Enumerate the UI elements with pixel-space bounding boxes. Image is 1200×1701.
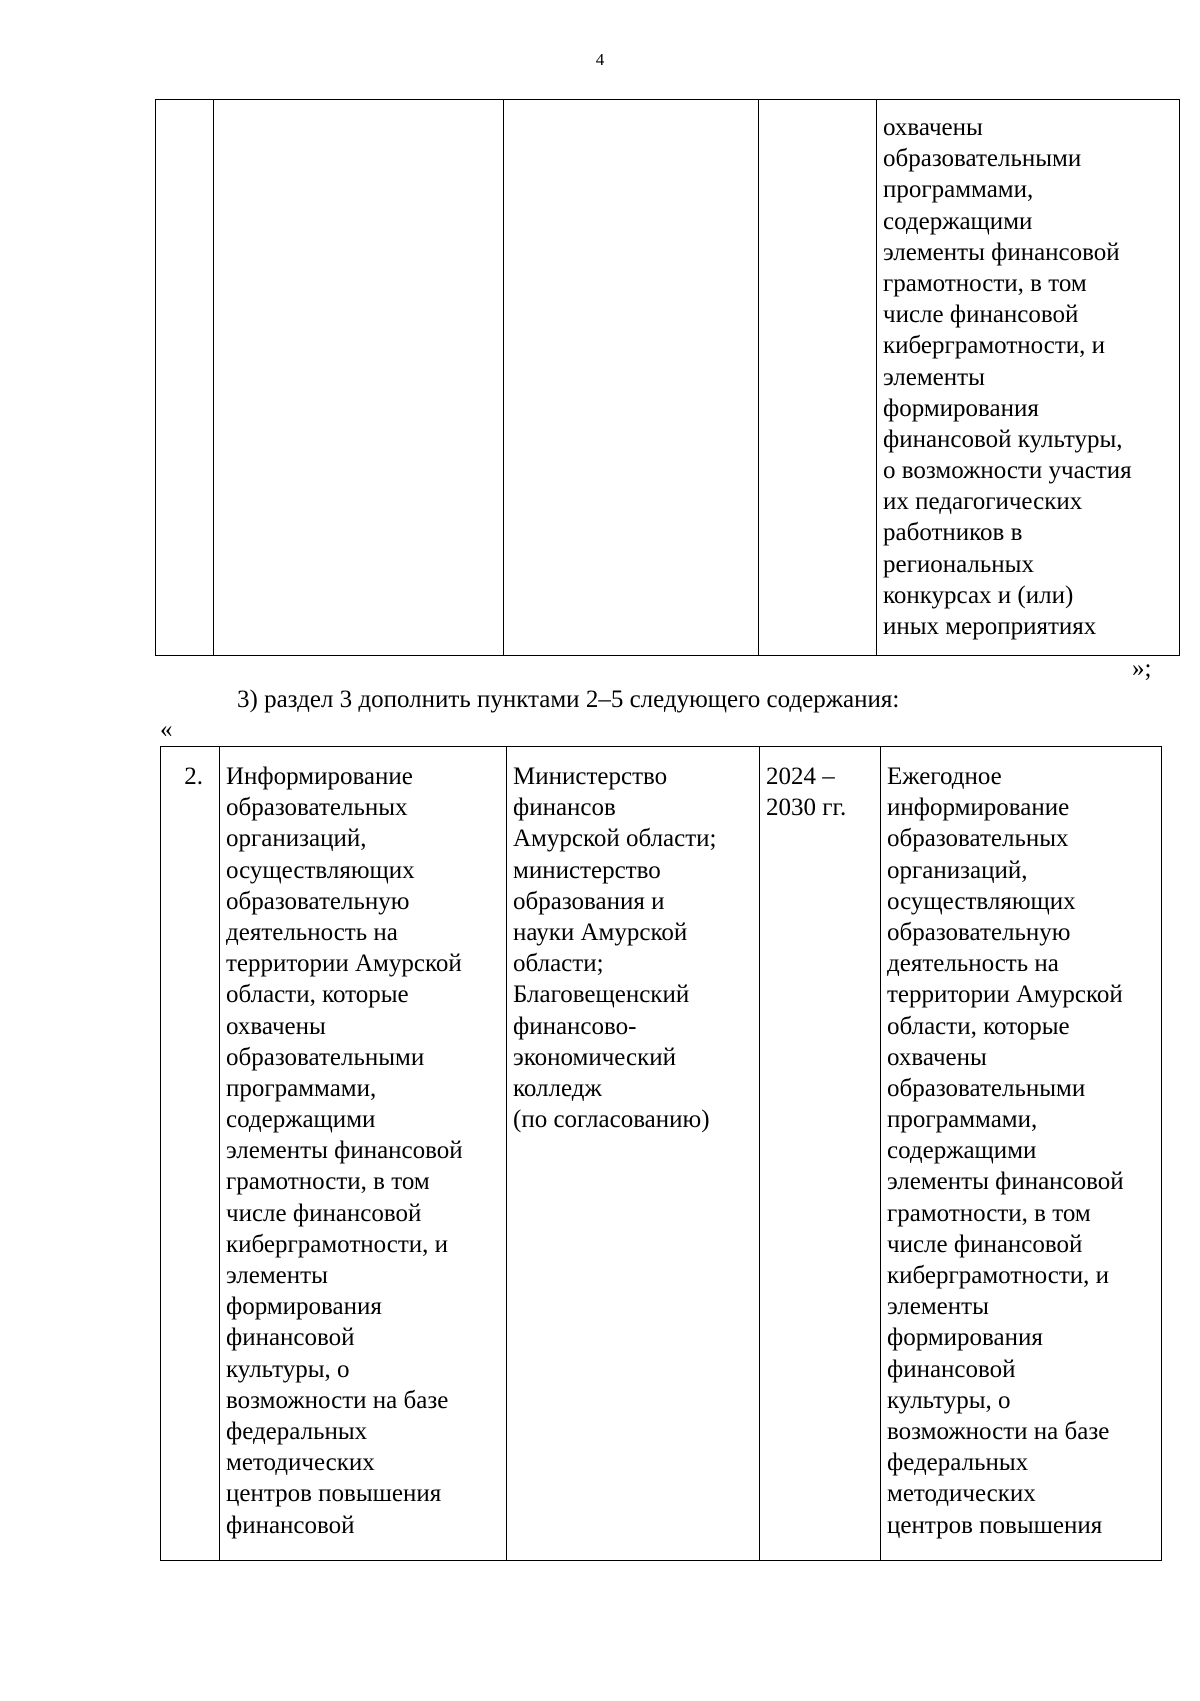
text-line: деятельность на — [226, 918, 398, 946]
text-line: Амурской области; — [513, 825, 717, 853]
text-line: образовательных — [887, 825, 1069, 853]
text-line: области; — [513, 950, 604, 978]
text-line: числе финансовой — [887, 1230, 1083, 1258]
text-line: центров повышения — [226, 1480, 442, 1508]
opening-quote: « — [160, 716, 173, 743]
text-line: финансовой культуры, — [883, 425, 1123, 453]
text-line: деятельность на — [887, 950, 1059, 978]
period-cell — [759, 100, 877, 656]
text-line: культуры, о — [887, 1386, 1011, 1414]
text-line: возможности на базе — [226, 1386, 449, 1414]
text-line: финансово- — [513, 1012, 637, 1040]
text-line: грамотности, в том — [883, 269, 1087, 297]
text-line: элементы финансовой — [883, 238, 1120, 266]
text-line: образовательную — [887, 918, 1071, 946]
new-items-table — [160, 746, 1162, 1561]
text-line: науки Амурской — [513, 918, 688, 946]
text-line: грамотности, в том — [887, 1199, 1091, 1227]
text-line: области, которые — [226, 981, 409, 1009]
event-text — [220, 747, 506, 1541]
table-row — [156, 100, 1180, 656]
text-line: методических — [226, 1449, 375, 1477]
text-line: финансовой — [887, 1355, 1016, 1383]
page-number: 4 — [595, 50, 605, 69]
executors-text — [507, 747, 759, 1135]
text-line: образовательными — [887, 1074, 1086, 1102]
text-line: информирование — [887, 794, 1070, 822]
text-line: программами, — [226, 1074, 377, 1102]
text-line: иных мероприятиях — [883, 613, 1097, 640]
text-line: центров повышения — [887, 1511, 1103, 1539]
text-line: числе финансовой — [226, 1199, 422, 1227]
text-line: охвачены — [883, 114, 983, 141]
text-line: элементы финансовой — [226, 1137, 463, 1165]
text-line: образовательную — [226, 887, 410, 915]
text-line: кибергрaмотности, и — [883, 332, 1106, 360]
text-line: методических — [887, 1480, 1036, 1508]
text-line: территории Амурской — [226, 950, 462, 978]
text-line: содержащими — [887, 1137, 1037, 1165]
text-line: элементы — [887, 1293, 989, 1321]
text-line: федеральных — [226, 1417, 368, 1445]
event-cell — [220, 747, 507, 1561]
text-line: организаций, — [887, 856, 1028, 884]
text-line: кибергрaмотности, и — [226, 1230, 449, 1258]
number-cell — [156, 100, 214, 656]
period-cell — [760, 747, 881, 1561]
text-line: их педагогических — [883, 488, 1083, 516]
executors-cell — [507, 747, 760, 1561]
text-line: числе финансовой — [883, 301, 1079, 329]
text-line: кибергрaмотности, и — [887, 1262, 1110, 1289]
text-line: конкурсах и (или) — [883, 581, 1074, 609]
text-line: колледж — [513, 1074, 602, 1102]
closing-quote: »; — [1132, 655, 1152, 682]
text-line: охвачены — [887, 1043, 987, 1071]
text-line: о возможности участия — [883, 457, 1132, 485]
table-row — [161, 747, 1162, 1561]
text-line: федеральных — [887, 1449, 1029, 1477]
text-line: (по согласованию) — [513, 1106, 710, 1134]
text-line: образовательными — [883, 145, 1082, 173]
result-cell — [881, 747, 1162, 1561]
text-line: содержащими — [883, 207, 1033, 235]
text-line: образовательными — [226, 1043, 425, 1071]
text-line: министерство — [513, 856, 661, 884]
text-line: осуществляющих — [887, 887, 1076, 915]
text-line: 2030 гг. — [766, 794, 847, 822]
text-line: Информирование — [226, 763, 413, 790]
text-line: финансовой — [226, 1324, 355, 1352]
text-line: образовательных — [226, 794, 408, 822]
text-line: финансовой — [226, 1511, 355, 1539]
text-line: элементы — [883, 363, 985, 391]
text-line: области, которые — [887, 1012, 1070, 1040]
text-line: формирования — [887, 1324, 1043, 1352]
text-line: территории Амурской — [887, 981, 1123, 1009]
text-line: программами, — [883, 176, 1034, 204]
number-cell — [161, 747, 220, 1561]
text-line: образования и — [513, 887, 665, 915]
text-line: 2024 – — [766, 763, 835, 790]
event-cell — [214, 100, 504, 656]
text-line: организаций, — [226, 825, 367, 853]
result-cell — [877, 100, 1180, 656]
text-line: охвачены — [226, 1012, 326, 1040]
text-line: осуществляющих — [226, 856, 415, 884]
text-line: грамотности, в том — [226, 1168, 430, 1196]
text-line: культуры, о — [226, 1355, 350, 1383]
text-line: региональных — [883, 550, 1034, 578]
text-line: Ежегодное — [887, 763, 1002, 790]
amendment-paragraph: 3) раздел 3 дополнить пунктами 2–5 следующего содержания: — [237, 686, 900, 713]
text-line: Благовещенский — [513, 981, 690, 1009]
text-line: работников в — [883, 519, 1023, 547]
executors-cell — [504, 100, 759, 656]
text-line: формирования — [883, 394, 1039, 422]
row-number: 2. — [184, 763, 203, 790]
period-text — [760, 747, 880, 823]
text-line: формирования — [226, 1293, 382, 1321]
result-text — [877, 100, 1179, 642]
text-line: Министерство — [513, 763, 668, 790]
text-line: содержащими — [226, 1106, 376, 1134]
text-line: программами, — [887, 1106, 1038, 1134]
text-line: возможности на базе — [887, 1417, 1110, 1445]
text-line: элементы финансовой — [887, 1168, 1124, 1196]
result-text — [881, 747, 1161, 1541]
text-line: элементы — [226, 1262, 328, 1289]
continued-table — [155, 99, 1180, 656]
text-line: финансов — [513, 794, 616, 822]
text-line: экономический — [513, 1043, 677, 1071]
